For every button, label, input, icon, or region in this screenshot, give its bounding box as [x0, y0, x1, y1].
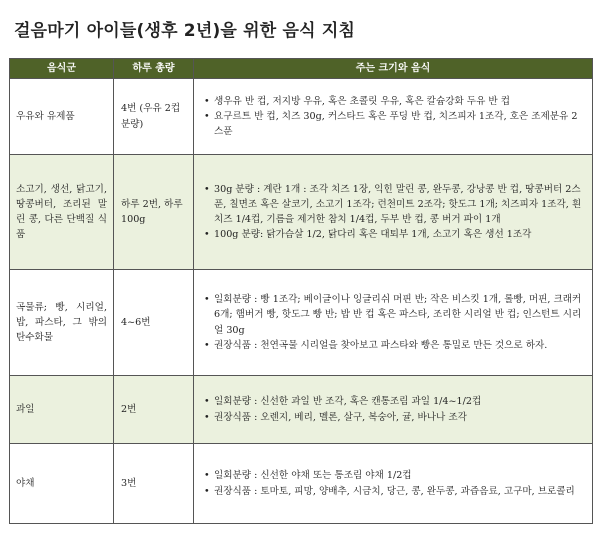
- serving-description-cell: [194, 79, 593, 155]
- list-item: • 일회분량 : 빵 1조각; 베이글이나 잉글리쉬 머핀 반; 작은 비스킷 1개, 롤빵, 머핀, 크래커 6개; 햄버거 빵, 핫도그 빵 반; 밥 반 컵 혹은 파스타, 조리한 시리얼 반 컵; 인스턴트 시리얼 30g: [204, 292, 586, 337]
- daily-total-cell: 3번: [114, 444, 194, 524]
- list-item: • 일회분량 : 신선한 과일 반 조각, 혹은 캔통조림 과일 1/4~1/2컵: [204, 394, 586, 409]
- list-item: • 일회분량 : 신선한 야채 또는 통조림 야채 1/2컵: [204, 468, 586, 483]
- food-guide-table: [9, 58, 593, 524]
- table-row: [10, 79, 593, 155]
- list-item: • 권장식품 : 토마토, 피망, 양배추, 시금치, 당근, 콩, 완두콩, 과즙음료, 고구마, 브로콜리: [204, 484, 586, 499]
- list-item: • 30g 분량 : 계란 1개 : 조각 치즈 1장, 익힌 말린 콩, 완두콩, 강낭콩 반 컵, 땅콩버터 2스푼, 칠면조 혹은 살코기, 소고기 1조각; 런천미트 2조각; 핫도그 1개; 치즈피자 1조각, 흰 치즈 1/4컵, 기름을 제거한 참치 1/4컵, 두부 반 컵, 콩 버거 파이 1개: [204, 182, 586, 227]
- serving-description-cell: [194, 155, 593, 270]
- daily-total-cell: 하루 2번, 하루 100g: [114, 155, 194, 270]
- serving-description-cell: [194, 444, 593, 524]
- daily-total-cell: 4번 (우유 2컵 분량): [114, 79, 194, 155]
- food-group-cell: 과일: [10, 376, 114, 444]
- daily-total-cell: 2번: [114, 376, 194, 444]
- table-row: [10, 376, 593, 444]
- serving-description-cell: [194, 376, 593, 444]
- list-item: • 생우유 반 컵, 저지방 우유, 혹은 초콜릿 우유, 혹은 칼슘강화 두유 반 컵: [204, 94, 586, 109]
- header-food-group: 음식군: [10, 59, 114, 79]
- serving-description-cell: [194, 270, 593, 376]
- food-group-cell: 소고기, 생선, 닭고기, 땅콩버터, 조리된 말린 콩, 다른 단백질 식품: [10, 155, 114, 270]
- header-serving-size: 주는 크기와 음식: [194, 59, 593, 79]
- list-item: • 요구르트 반 컵, 치즈 30g, 커스타드 혹은 푸딩 반 컵, 치즈피자 1조각, 호은 조제분유 2스푼: [204, 109, 586, 139]
- food-group-cell: 곡물류; 빵, 시리얼, 밥, 파스타, 그 밖의 탄수화물: [10, 270, 114, 376]
- list-item: • 권장식품 : 천연곡물 시리얼을 찾아보고 파스타와 빵은 통밀로 만든 것으로 하자.: [204, 338, 586, 353]
- table-row: [10, 155, 593, 270]
- header-daily-total: 하루 총량: [114, 59, 194, 79]
- list-item: • 100g 분량: 닭가슴살 1/2, 닭다리 혹은 대퇴부 1개, 소고기 혹은 생선 1조각: [204, 227, 586, 242]
- food-group-cell: 우유와 유제품: [10, 79, 114, 155]
- table-row: [10, 270, 593, 376]
- food-group-cell: 야채: [10, 444, 114, 524]
- list-item: • 권장식품 : 오렌지, 베리, 멜론, 살구, 복숭아, 귤, 바나나 조각: [204, 410, 586, 425]
- daily-total-cell: 4~6번: [114, 270, 194, 376]
- page-title: 걸음마기 아이들(생후 2년)을 위한 음식 지침: [14, 21, 356, 41]
- table-row: [10, 444, 593, 524]
- table-header-row: [10, 59, 593, 79]
